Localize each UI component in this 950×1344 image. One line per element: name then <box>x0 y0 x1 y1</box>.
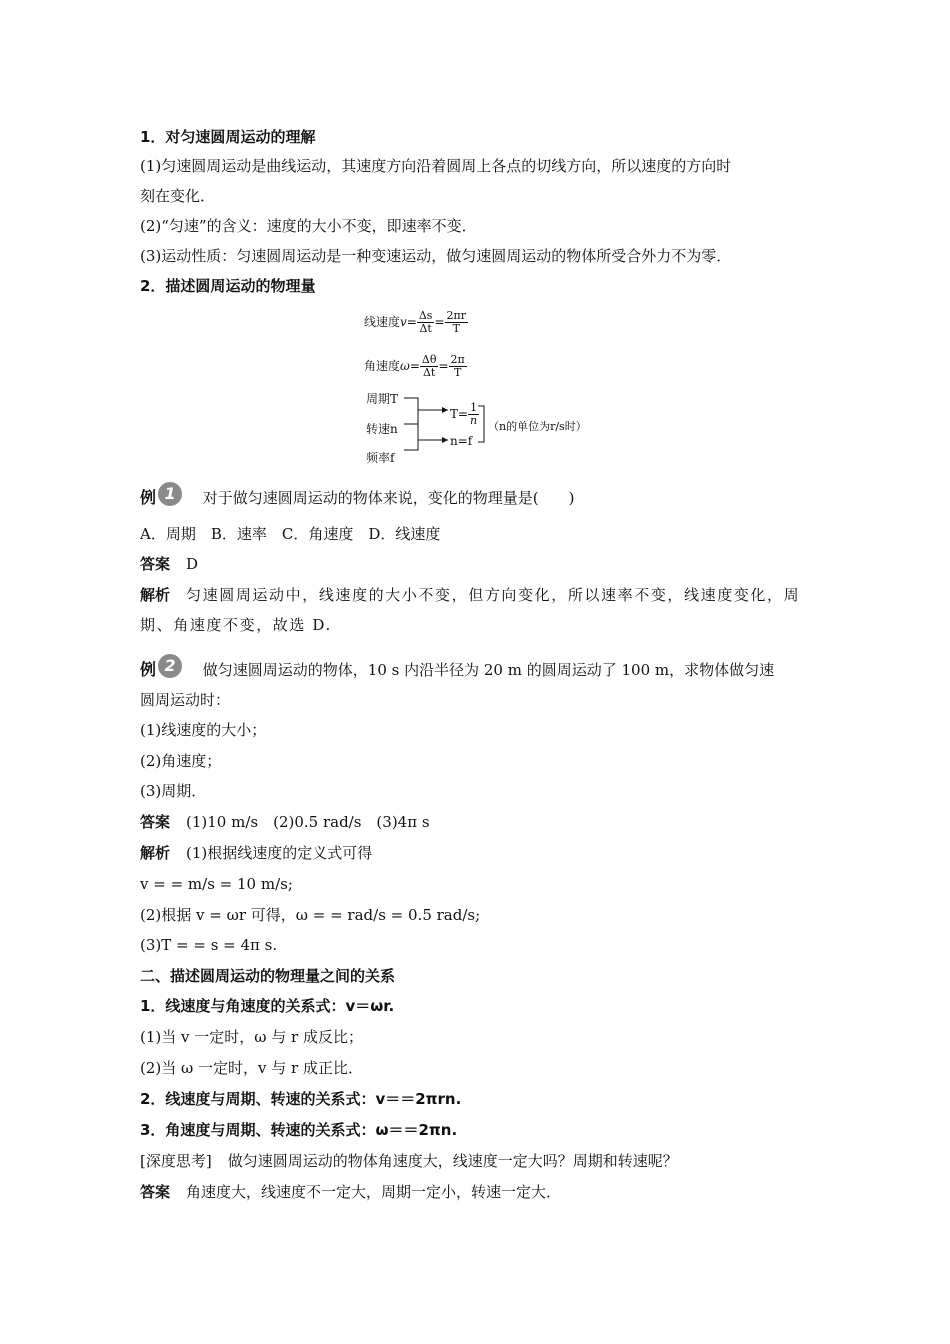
angular-velocity-formula: 角速度ω= $\frac{\Delta\theta}{\Delta t}$ = $\frac{2\pi}{T}$ <box>364 353 465 379</box>
example2-question-b: 圆周运动时： <box>140 691 231 709</box>
example2-question-a: 做匀速圆周运动的物体，10 s 内沿半径为 20 m 的圆周运动了 100 m，求物体做匀速 <box>202 661 775 679</box>
example1-analysis-a: 匀速圆周运动中，线速度的大小不变，但方向变化，所以速率不变，线速度变化，周 <box>186 586 801 604</box>
example2-calc-1: v = = m/s = 10 m/s; <box>140 875 293 893</box>
example2-answer-line <box>140 811 430 833</box>
quantities-diagram <box>360 306 620 466</box>
relation-3: 3．角速度与周期、转速的关系式：ω＝＝2πn. <box>140 1121 458 1139</box>
example1-answer: D <box>186 555 199 573</box>
deep-thinking-question: 做匀速圆周运动的物体角速度大，线速度一定大吗？周期和转速呢？ <box>227 1152 678 1170</box>
fraction-ds-dt: $\frac{\Delta s}{\Delta t}$ <box>418 309 433 335</box>
angular-var: ω <box>400 359 410 373</box>
answer-label: 答案 <box>140 1183 171 1201</box>
relation-1a: (1)当 v 一定时，ω 与 r 成反比； <box>140 1028 363 1046</box>
period-formula: T= $\frac{1}{n}$ <box>450 401 478 427</box>
example2-analysis-1: (1)根据线速度的定义式可得 <box>186 844 373 862</box>
linear-label: 线速度 <box>364 315 401 329</box>
answer-label: 答案 <box>140 813 171 831</box>
example2-calc-2: (2)根据 v = ωr 可得，ω = = rad/s = 0.5 rad/s; <box>140 906 481 924</box>
example1-question-line <box>140 486 575 510</box>
example1-badge: 例 1 <box>140 486 182 510</box>
example1-question: 对于做匀速圆周运动的物体来说，变化的物理量是( ) <box>202 489 575 507</box>
frequency-label: 频率f <box>366 451 395 465</box>
fraction-dtheta-dt: $\frac{\Delta\theta}{\Delta t}$ <box>421 353 437 379</box>
deep-thinking-label: [深度思考] <box>140 1152 212 1170</box>
unit-note: （n的单位为r/s时） <box>488 420 587 433</box>
example2-q2: (2)角速度； <box>140 752 222 770</box>
example2-answer: (1)10 m/s (2)0.5 rad/s (3)4π s <box>186 813 430 831</box>
section1-p1a: (1)匀速圆周运动是曲线运动，其速度方向沿着圆周上各点的切线方向，所以速度的方向时 <box>140 157 732 175</box>
relation-1: 1．线速度与角速度的关系式：v＝ωr. <box>140 997 395 1015</box>
part2-answer-line <box>140 1181 561 1203</box>
section1-p2: (2)“匀速”的含义：速度的大小不变，即速率不变． <box>140 217 477 235</box>
example1-options: A．周期 B．速率 C．角速度 D．线速度 <box>140 525 441 543</box>
fraction-2pir-T: $\frac{2\pi r}{T}$ <box>446 309 467 335</box>
example2-calc-3: (3)T = = s = 4π s. <box>140 936 278 954</box>
analysis-label: 解析 <box>140 844 171 862</box>
example2-q3: (3)周期． <box>140 782 207 800</box>
answer-label: 答案 <box>140 555 171 573</box>
speed-label: 转速n <box>366 422 398 436</box>
section1-heading: 1．对匀速圆周运动的理解 <box>140 128 316 146</box>
speed-formula: n=f <box>450 434 473 448</box>
part2-answer: 角速度大，线速度不一定大，周期一定小，转速一定大． <box>186 1183 562 1201</box>
linear-velocity-formula: 线速度v= $\frac{\Delta s}{\Delta t}$ = $\frac{2\pi r}{T}$ <box>364 309 467 335</box>
deep-thinking-line <box>140 1150 678 1172</box>
example1-analysis-b: 期、角速度不变，故选 D. <box>140 616 332 634</box>
section2-heading: 2．描述圆周运动的物理量 <box>140 277 316 295</box>
fraction-2pi-T: $\frac{2\pi}{T}$ <box>450 353 465 379</box>
analysis-label: 解析 <box>140 586 171 604</box>
example2-badge: 例 2 <box>140 658 182 682</box>
example2-analysis-line <box>140 842 372 864</box>
section1-p3: (3)运动性质：匀速圆周运动是一种变速运动，做匀速圆周运动的物体所受合外力不为零． <box>140 247 732 265</box>
example2-q1: (1)线速度的大小； <box>140 721 267 739</box>
relation-1b: (2)当 ω 一定时，v 与 r 成正比． <box>140 1059 363 1077</box>
example1-answer-line <box>140 553 198 575</box>
linear-var: v <box>400 315 407 329</box>
relation-2: 2．线速度与周期、转速的关系式：v＝＝2πrn. <box>140 1090 462 1108</box>
period-label: 周期T <box>366 392 399 406</box>
section1-p1b: 刻在变化． <box>140 187 216 205</box>
part2-heading: 二、描述圆周运动的物理量之间的关系 <box>140 967 396 985</box>
example1-analysis-line <box>140 584 800 606</box>
eq-sign: = <box>406 315 417 329</box>
angular-label: 角速度 <box>364 359 401 373</box>
example2-question-line <box>140 658 774 682</box>
